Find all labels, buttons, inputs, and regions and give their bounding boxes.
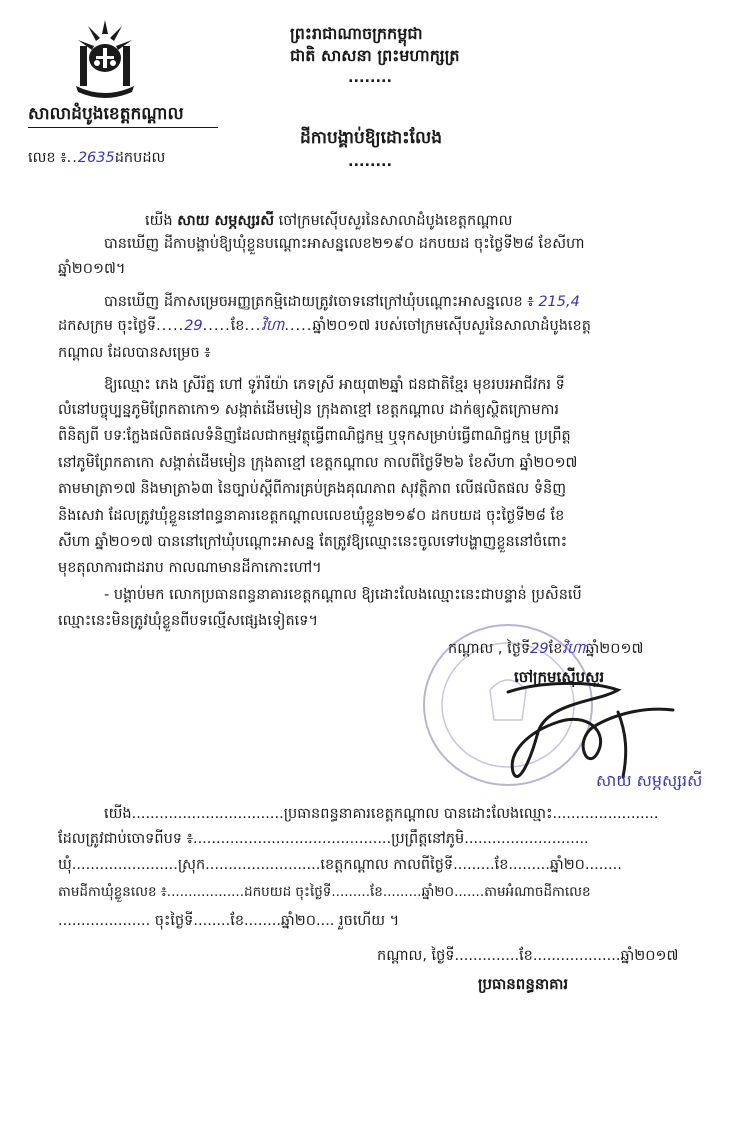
- decision-month-handwritten: វិហា: [261, 318, 285, 334]
- release-form-date-line: កណ្តាល, ថ្ងៃទី..............ខែ...................ឆ្នាំ២០១៧: [377, 948, 679, 964]
- header-separator: ........: [348, 70, 393, 86]
- main-line-5: តាមមាត្រា១៧ និងមាត្រា៦៣ នៃច្បាប់ស្តីពីការគ្រប់គ្រងគុណភាព សុវត្ថិភាព លើផលិតផល ទំនិញ: [58, 481, 567, 497]
- main-line-8: មុខតុលាការជាដរាប កាលណាមានដីកាកោះហៅ។: [58, 560, 322, 576]
- instruction-line-2: ឈ្មោះនេះមិនត្រូវឃុំខ្លួនពីបទល្មើសផ្សេងទៀតទេ។: [58, 613, 319, 629]
- prison-director-title: ប្រធានពន្ធនាគារ: [478, 975, 569, 993]
- national-motto: ជាតិ សាសនា ព្រះមហាក្សត្រ: [290, 46, 460, 65]
- signature-year: ឆ្នាំ២០១៧: [585, 641, 644, 657]
- decision-month-label: ខែ: [230, 318, 245, 334]
- judge-role: ចៅក្រមស៊ើបសួរនៃសាលាដំបូងខេត្តកណ្តាល: [278, 213, 513, 229]
- detention-order-line-1: បានឃើញ ដីកាបង្គាប់ឱ្យឃុំខ្លួនបណ្តោះអាសន្នលេខ២១៩០ ដកបយដ ចុះថ្ងៃទី២៨ ខែសីហា: [104, 236, 585, 252]
- instruction-line-1: - បង្គាប់មក លោកប្រធានពន្ធនាគារខេត្តកណ្តាល ឱ្យដោះលែងឈ្មោះនេះជាបន្ទាន់ ប្រសិនបើ: [104, 587, 582, 603]
- release-decision-text: បានឃើញ ដីកាសម្រេចអញ្ញត្រកម្មិដោយត្រូវចោទនៅក្រៅឃុំបណ្តោះអាសន្នលេខ ៖: [104, 294, 534, 310]
- judge-role-title: ចៅក្រមស៊ើបសួរ: [514, 668, 605, 686]
- number-handwritten: 2635: [77, 150, 115, 166]
- main-line-1: ឱ្យឈ្មោះ ភេង ស្រីរ័ត្ន ហៅ ទូរ៉ារីយ៉ា ភេទស្រី អាយុ៣២ឆ្នាំ ជនជាតិខ្មែរ មុខរបរអាជីវករ ទី: [104, 377, 565, 393]
- detention-order-line-2: ឆ្នាំ២០១៧។: [58, 261, 126, 277]
- signature-month-handwritten: វិហា: [562, 641, 586, 657]
- title-separator: ........: [348, 154, 393, 170]
- signature-date-line: [448, 641, 643, 657]
- document-title: ដីកាបង្គាប់ឱ្យដោះលែង: [300, 128, 443, 148]
- main-line-4: នៅភូមិព្រែកតាកោ សង្កាត់ដើមមៀន ក្រុងតាខ្មៅ ខេត្តកណ្តាល កាលពីថ្ងៃទី២៦ ខែសីហា ឆ្នាំ២០១៧: [58, 455, 578, 471]
- signature-day-handwritten: 29: [530, 641, 549, 657]
- release-form-line-3: ឃុំ.......................ស្រុក.........................ខេត្តកណ្តាល កាលពីថ្ងៃទី.........ខែ.........ឆ្នាំ២០........: [58, 857, 622, 873]
- main-line-2: លំនៅបច្ចុប្បន្នភូមិព្រែកតាកោ១ សង្កាត់ដើមមៀន ក្រុងតាខ្មៅ ខេត្តកណ្តាល ដាក់ឲ្យស្ថិតក្រោមការ: [58, 402, 560, 418]
- coat-of-arms-icon: [72, 16, 138, 100]
- release-decision-line-1: [104, 294, 580, 310]
- number-label: លេខ ៖: [28, 150, 67, 166]
- decision-day-handwritten: 29: [184, 318, 203, 334]
- main-line-6: និងសេវា ដែលត្រូវឃុំខ្លួននៅពន្ធនាគារខេត្តកណ្តាលលេខឃុំខ្លួន២១៩០ ដកបយដ ចុះថ្ងៃទី២៨ ខែ: [58, 508, 565, 524]
- signer-name: សាយ សម្ភស្សរសី: [596, 771, 703, 790]
- release-form-line-1: យើង.................................ប្រធានពន្ធនាគារខេត្តកណ្តាល បានដោះលែងឈ្មោះ.......................: [104, 806, 659, 822]
- main-line-7: សីហា ឆ្នាំ២០១៧ បាននៅក្រៅឃុំបណ្តោះអាសន្ន តែត្រូវឱ្យឈ្មោះនេះចូលទៅបង្ហាញខ្លួននៅចំពោះ: [58, 534, 568, 550]
- intro-prefix: យើង: [145, 213, 173, 229]
- main-line-3: ពិនិត្យពី បទៈក្លែងផលិតផលទំនិញដែលជាកម្មវត្ថុធ្វើពាណិជ្ជកម្ម ឬទុកសម្រាប់ធ្វើពាណិជ្ជកម្ម ប្រព្រឹត្ត: [58, 428, 571, 444]
- judge-intro-line: [145, 213, 512, 229]
- decision-number-handwritten: 215,4: [538, 294, 580, 310]
- number-suffix: ដកបដល: [114, 150, 166, 166]
- signature-place: កណ្តាល , ថ្ងៃទី: [448, 641, 531, 657]
- release-form-line-4: តាមដីកាឃុំខ្លួនលេខ ៖..................ដកបយដ ចុះថ្ងៃទី.........ខែ.........ឆ្នាំ២០.......តាមអំណាចដីកាលេខ: [58, 884, 591, 900]
- court-name-underline: [28, 127, 218, 128]
- court-name: សាលាដំបូងខេត្តកណ្តាល: [28, 104, 184, 124]
- kingdom-title: ព្រះរាជាណាចក្រកម្ពុជា: [290, 24, 423, 43]
- judge-name: សាយ សម្ភស្សរសី: [177, 213, 275, 229]
- release-form-line-5: .................... ចុះថ្ងៃទី........ខែ........ឆ្នាំ២០.... រួចហើយ ។: [58, 913, 400, 929]
- release-decision-line-3: កណ្តាល ដែលបានសម្រេច ៖: [58, 345, 211, 361]
- decision-year-text: ឆ្នាំ២០១៧ របស់ចៅក្រមស៊ើបសួរនៃសាលាដំបូងខេត្ត: [312, 318, 591, 334]
- document-number: លេខ ៖..2635ដកបដល: [28, 150, 166, 166]
- decision-date-label: ដកសក្រម ចុះថ្ងៃទី: [58, 318, 157, 334]
- signature-month-label: ខែ: [548, 641, 563, 657]
- release-decision-line-2: ដកសក្រម ចុះថ្ងៃទី.....29.....ខែ...វិហា.....ឆ្នាំ២០១៧ របស់ចៅក្រមស៊ើបសួរនៃសាលាដំបូងខេត្ត: [58, 318, 591, 334]
- release-form-line-2: ដែលត្រូវជាប់ចោទពីបទ ៖...........................................ប្រព្រឹត្តនៅភូមិ...........................: [58, 831, 589, 847]
